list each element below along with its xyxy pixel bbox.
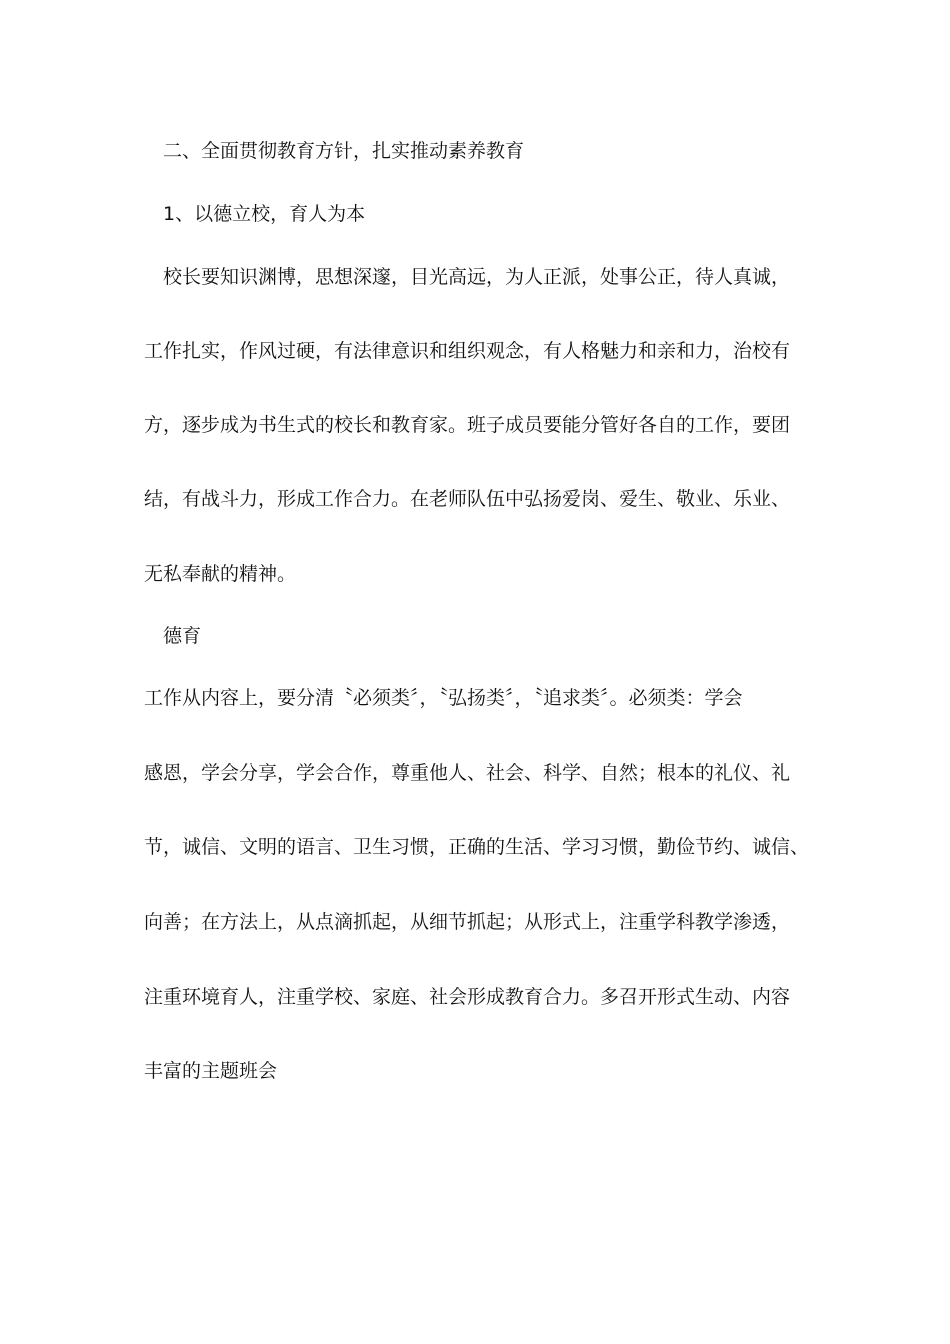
paragraph-line: 无私奉献的精神。	[144, 563, 297, 585]
paragraph-line: 丰富的主题班会	[144, 1060, 278, 1082]
paragraph-line: 注重环境育人，注重学校、家庭、社会形成教育合力。多召开形式生动、内容	[144, 986, 791, 1008]
section-label: 德育	[163, 625, 202, 647]
paragraph-line: 工作扎实，作风过硬，有法律意识和组织观念，有人格魅力和亲和力，治校有	[144, 340, 791, 362]
paragraph-line: 方，逐步成为书生式的校长和教育家。班子成员要能分管好各自的工作，要团	[144, 414, 791, 436]
section-heading: 二、全面贯彻教育方针，扎实推动素养教育	[163, 140, 525, 162]
subsection-heading: 1、以德立校，育人为本	[163, 203, 366, 225]
paragraph-line: 工作从内容上，要分清〝必须类〞，〝弘扬类〞，〝追求类〞。必须类：学会	[144, 687, 743, 709]
paragraph-line: 向善；在方法上，从点滴抓起，从细节抓起；从形式上，注重学科教学渗透，	[144, 911, 791, 933]
paragraph-line: 感恩，学会分享，学会合作，尊重他人、社会、科学、自然；根本的礼仪、礼	[144, 762, 791, 784]
paragraph-line: 结，有战斗力，形成工作合力。在老师队伍中弘扬爱岗、爱生、敬业、乐业、	[144, 488, 791, 510]
paragraph-line: 节，诚信、文明的语言、卫生习惯，正确的生活、学习习惯，勤俭节约、诚信、	[144, 836, 810, 858]
paragraph-line: 校长要知识渊博，思想深邃，目光高远，为人正派，处事公正，待人真诚，	[163, 266, 791, 288]
